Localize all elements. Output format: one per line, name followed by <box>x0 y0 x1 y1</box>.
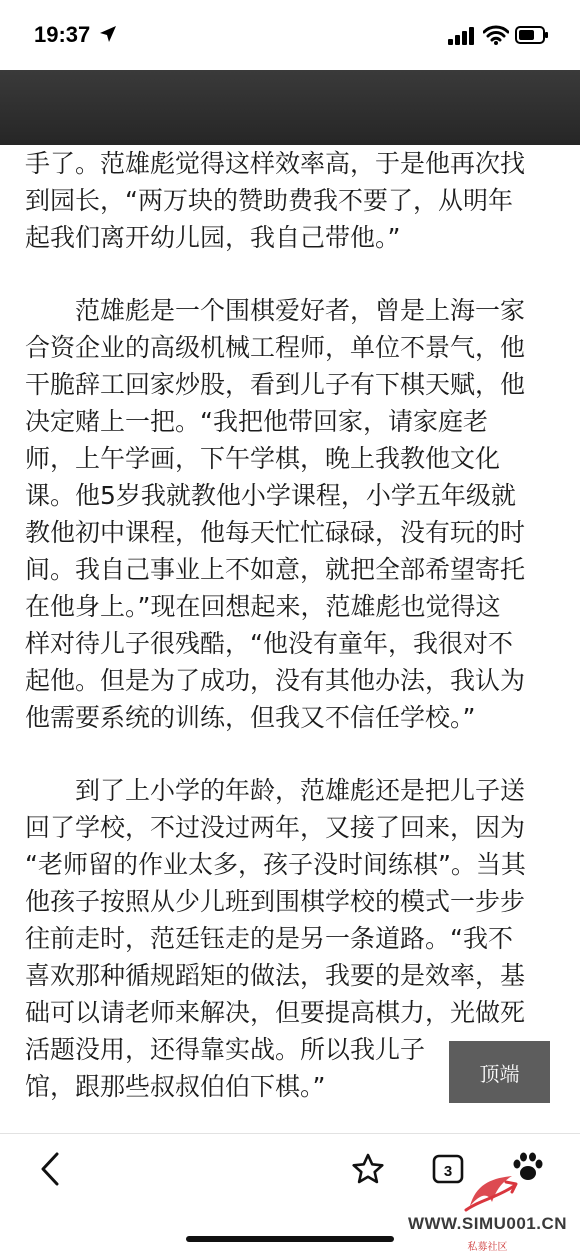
article-paragraph <box>25 292 560 736</box>
text-line: “老师留的作业太多，孩子没时间练棋”。当其 <box>25 850 526 879</box>
article-body <box>25 145 560 1105</box>
text-line: 教他初中课程，他每天忙忙碌碌，没有玩的时 <box>25 518 526 547</box>
text-line: 间。我自己事业上不如意，就把全部希望寄托 <box>25 555 526 584</box>
text-line: 合资企业的高级机械工程师，单位不景气，他 <box>25 333 526 362</box>
text-line: 到园长，“两万块的赞助费我不要了，从明年 <box>25 186 513 215</box>
text-line: 起我们离开幼儿园，我自己带他。” <box>25 223 401 252</box>
text-line: 喜欢那种循规蹈矩的做法，我要的是效率，基 <box>25 961 526 990</box>
text-line: 师，上午学画，下午学棋，晚上我教他文化 <box>25 444 501 473</box>
status-bar <box>0 0 580 70</box>
chevron-left-icon[interactable] <box>38 1152 62 1190</box>
text-line: 起他。但是为了成功，没有其他办法，我认为 <box>25 666 526 695</box>
text-line: 活题没用，还得靠实战。所以我儿子 <box>25 1035 426 1064</box>
battery-icon <box>515 25 549 49</box>
text-line: 干脆辞工回家炒股，看到儿子有下棋天赋，他 <box>25 370 526 399</box>
star-icon[interactable] <box>351 1152 385 1190</box>
page-header-bar <box>0 70 580 145</box>
text-line: 馆，跟那些叔叔伯伯下棋。” <box>25 1072 326 1101</box>
article-paragraph <box>25 145 560 256</box>
watermark-url: WWW.SIMU001.CN <box>407 1214 568 1233</box>
text-line: 范雄彪是一个围棋爱好者，曾是上海一家 <box>25 296 526 325</box>
text-line: 决定赌上一把。“我把他带回家，请家庭老 <box>25 407 488 436</box>
text-line: 手了。范雄彪觉得这样效率高，于是他再次找 <box>25 149 526 178</box>
home-indicator[interactable] <box>186 1236 394 1242</box>
pages-count: 3 <box>443 1163 453 1180</box>
text-line: 回了学校，不过没过两年，又接了回来，因为 <box>25 813 526 842</box>
text-line: 往前走时，范廷钰走的是另一条道路。“我不 <box>25 924 513 953</box>
location-arrow-icon <box>99 25 117 47</box>
back-to-top-button[interactable] <box>449 1041 550 1103</box>
text-line: 样对待儿子很残酷，“他没有童年，我很对不 <box>25 629 513 658</box>
text-line: 课。他5岁我就教他小学课程，小学五年级就 <box>25 481 516 510</box>
watermark <box>400 1172 575 1255</box>
text-line: 到了上小学的年龄，范雄彪还是把儿子送 <box>25 776 526 805</box>
text-line: 他需要系统的训练，但我又不信任学校。” <box>25 703 476 732</box>
text-line: 础可以请老师来解决，但要提高棋力，光做死 <box>25 998 526 1027</box>
text-line: 他孩子按照从少儿班到围棋学校的模式一步步 <box>25 887 526 916</box>
back-to-top-label: 顶端 <box>479 1061 520 1086</box>
cellular-signal-icon <box>448 27 476 49</box>
watermark-subtitle: 私募社区 <box>467 1242 508 1253</box>
status-time: 19:37 <box>34 22 91 47</box>
wifi-icon <box>483 25 509 49</box>
watermark-logo-icon <box>462 1172 518 1218</box>
text-line: 在他身上。”现在回想起来，范雄彪也觉得这 <box>25 592 501 621</box>
